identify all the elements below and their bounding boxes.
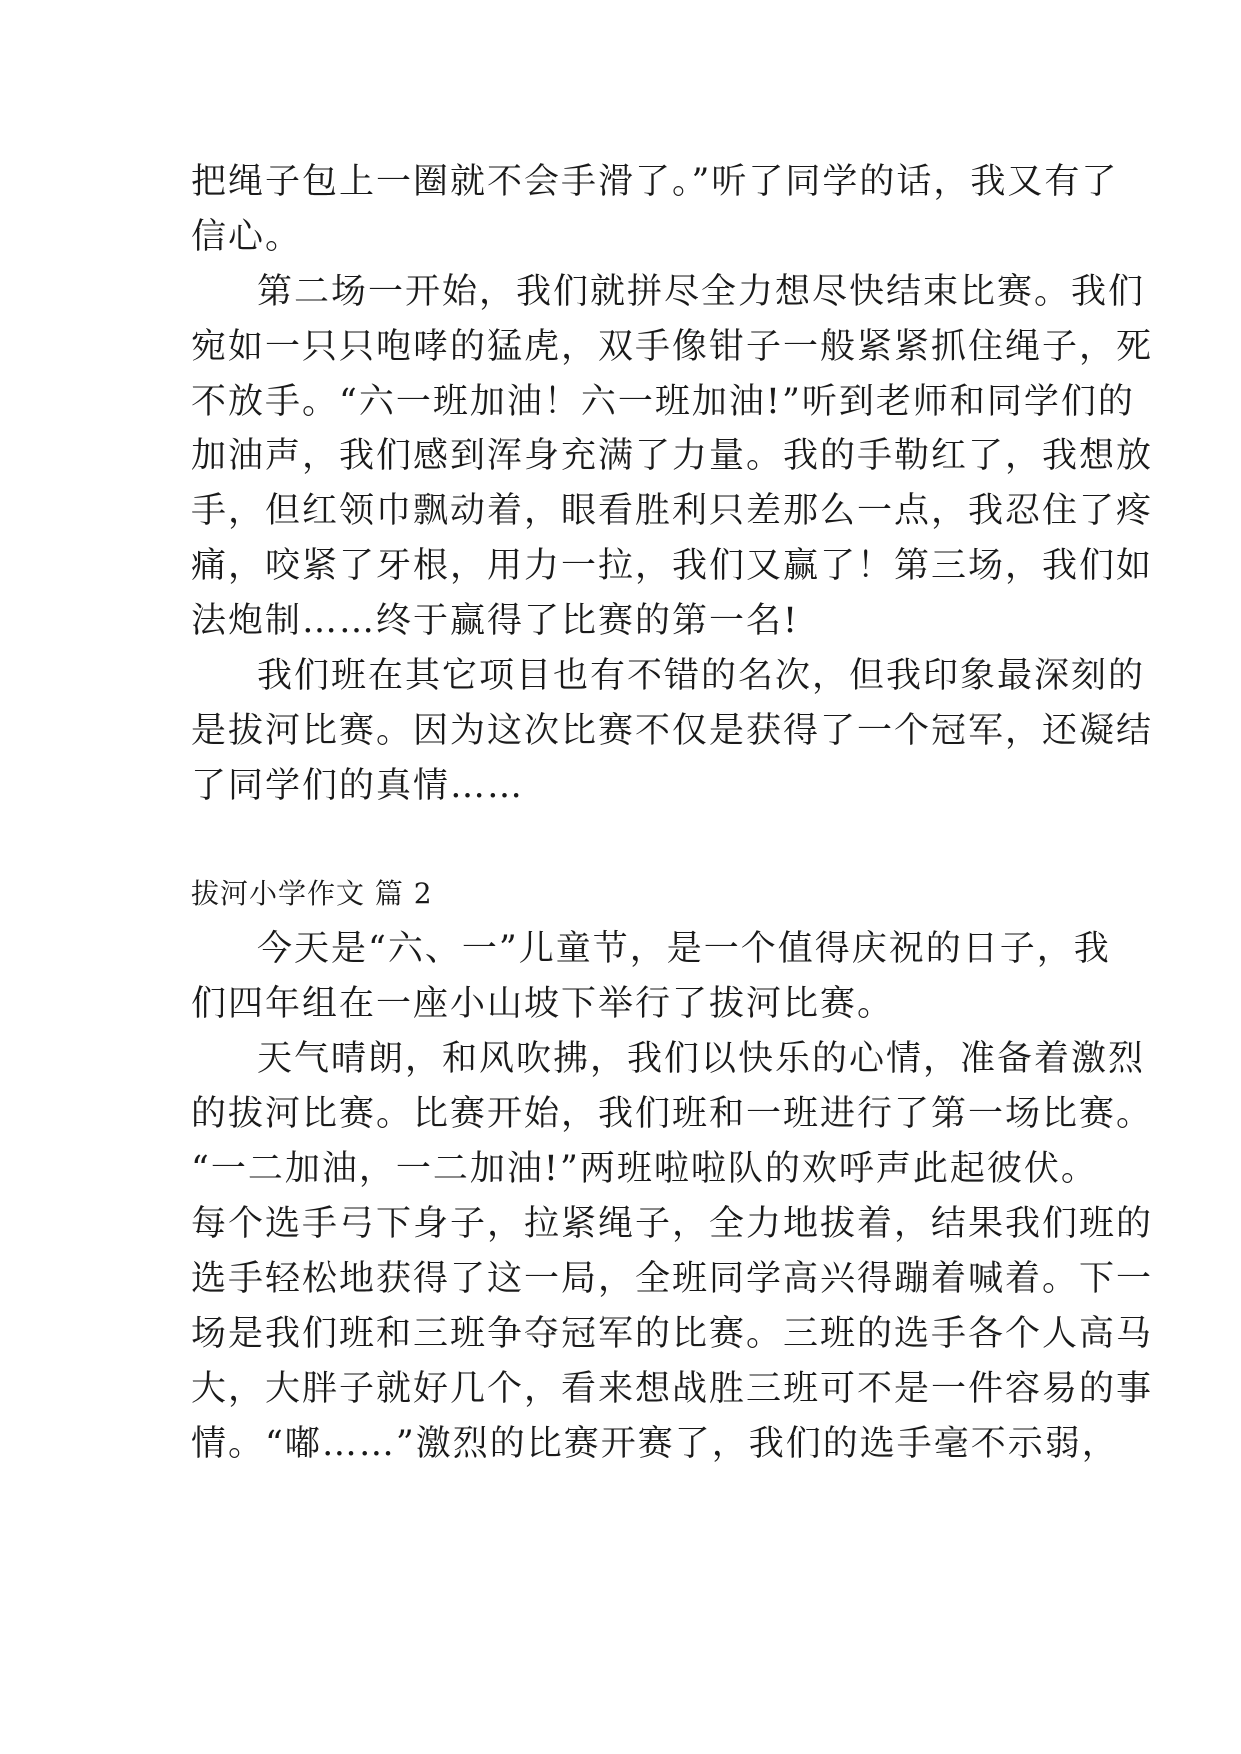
paragraph-line: 不放手。“六一班加油！六一班加油!”听到老师和同学们的 [191,382,1135,422]
paragraph-line: 了同学们的真情…… [191,766,525,806]
paragraph-line: “一二加油，一二加油!”两班啦啦队的欢呼声此起彼伏。 [191,1149,1098,1189]
paragraph-line: 法炮制……终于赢得了比赛的第一名! [191,601,800,641]
paragraph-line: 是拔河比赛。因为这次比赛不仅是获得了一个冠军，还凝结 [191,711,1154,751]
paragraph-line: 第二场一开始，我们就拼尽全力想尽快结束比赛。我们 [257,272,1146,312]
paragraph-line: 我们班在其它项目也有不错的名次，但我印象最深刻的 [257,656,1146,696]
paragraph-line: 场是我们班和三班争夺冠军的比赛。三班的选手各个人高马 [191,1314,1154,1354]
paragraph-line: 信心。 [191,217,303,257]
paragraph-line: 天气晴朗，和风吹拂，我们以快乐的心情，准备着激烈 [257,1039,1146,1079]
paragraph-line: 们四年组在一座小山坡下举行了拔河比赛。 [191,984,895,1024]
paragraph-line: 痛，咬紧了牙根，用力一拉，我们又赢了！第三场，我们如 [191,546,1154,586]
paragraph-line: 大，大胖子就好几个，看来想战胜三班可不是一件容易的事 [191,1369,1154,1409]
paragraph-line: 把绳子包上一圈就不会手滑了。”听了同学的话，我又有了 [191,162,1119,202]
paragraph-line: 选手轻松地获得了这一局，全班同学高兴得蹦着喊着。下一 [191,1259,1154,1299]
paragraph-line: 今天是“六、一”儿童节，是一个值得庆祝的日子，我 [257,929,1111,969]
paragraph-line: 情。“嘟……”激烈的比赛开赛了，我们的选手毫不示弱， [191,1424,1119,1464]
paragraph-line: 每个选手弓下身子，拉紧绳子，全力地拔着，结果我们班的 [191,1204,1154,1244]
paragraph-line: 的拔河比赛。比赛开始，我们班和一班进行了第一场比赛。 [191,1094,1154,1134]
paragraph-line: 手，但红领巾飘动着，眼看胜利只差那么一点，我忍住了疼 [191,491,1154,531]
paragraph-line: 加油声，我们感到浑身充满了力量。我的手勒红了，我想放 [191,436,1154,476]
paragraph-line: 宛如一只只咆哮的猛虎，双手像钳子一般紧紧抓住绳子，死 [191,327,1154,367]
section-heading: 拔河小学作文 篇 2 [191,877,433,910]
